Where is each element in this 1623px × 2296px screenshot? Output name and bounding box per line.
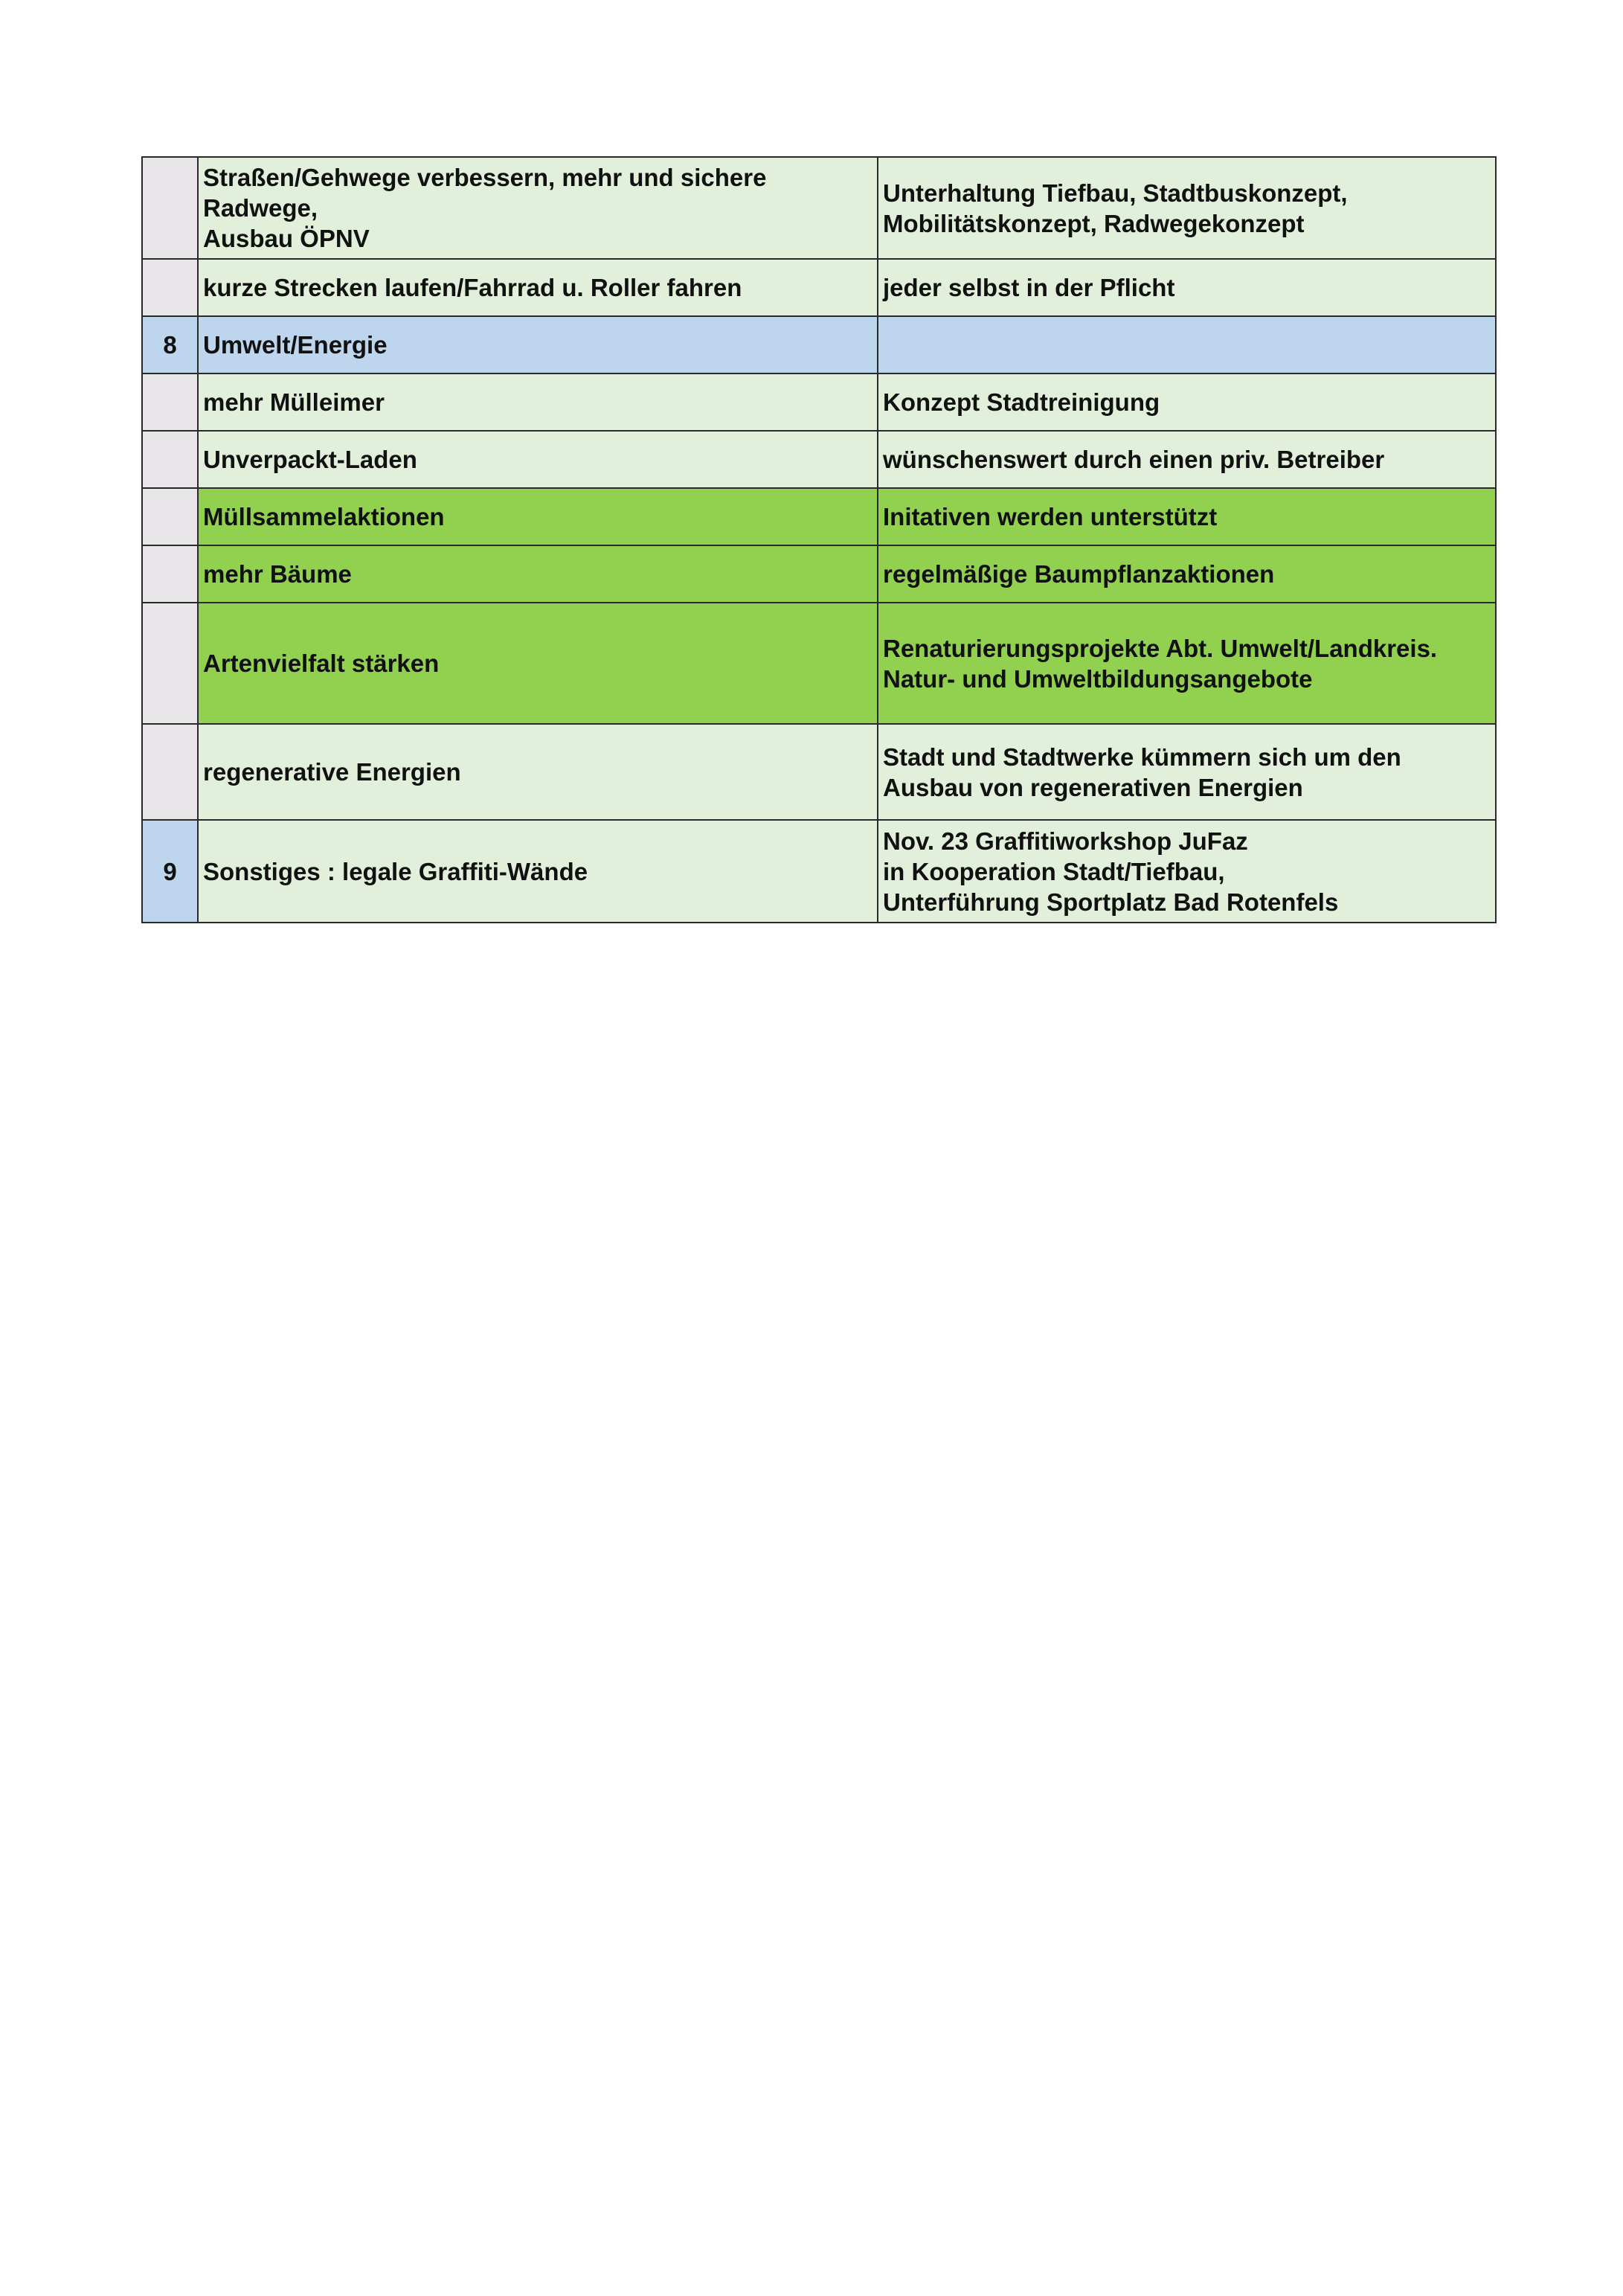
table-row — [142, 724, 1496, 820]
topic-cell: kurze Strecken laufen/Fahrrad u. Roller fahren — [198, 259, 878, 316]
row-number-cell — [142, 431, 198, 488]
response-cell: regelmäßige Baumpflanzaktionen — [878, 545, 1496, 603]
row-number-cell — [142, 157, 198, 259]
table-row — [142, 545, 1496, 603]
response-cell: Stadt und Stadtwerke kümmern sich um den Ausbau von regenerativen Energien — [878, 724, 1496, 820]
topic-cell: Straßen/Gehwege verbessern, mehr und sichere Radwege, Ausbau ÖPNV — [198, 157, 878, 259]
row-number-cell — [142, 373, 198, 431]
section-title-cell: Umwelt/Energie — [198, 316, 878, 373]
section-response-cell — [878, 316, 1496, 373]
table-row — [142, 488, 1496, 545]
response-cell: jeder selbst in der Pflicht — [878, 259, 1496, 316]
response-cell: Konzept Stadtreinigung — [878, 373, 1496, 431]
topic-cell: regenerative Energien — [198, 724, 878, 820]
response-cell: Nov. 23 Graffitiworkshop JuFaz in Kooperation Stadt/Tiefbau, Unterführung Sportplatz Bad Rotenfels — [878, 820, 1496, 923]
topic-cell: mehr Mülleimer — [198, 373, 878, 431]
table-row — [142, 603, 1496, 724]
row-number-cell — [142, 724, 198, 820]
row-number-cell — [142, 259, 198, 316]
response-cell: wünschenswert durch einen priv. Betreiber — [878, 431, 1496, 488]
section-number-cell: 8 — [142, 316, 198, 373]
table-row — [142, 373, 1496, 431]
row-number-cell — [142, 488, 198, 545]
topic-cell: Artenvielfalt stärken — [198, 603, 878, 724]
table-row — [142, 157, 1496, 259]
table-row — [142, 431, 1496, 488]
topic-cell: mehr Bäume — [198, 545, 878, 603]
section-number-cell: 9 — [142, 820, 198, 923]
measures-table — [141, 156, 1497, 923]
row-number-cell — [142, 603, 198, 724]
response-cell: Renaturierungsprojekte Abt. Umwelt/Landkreis. Natur- und Umweltbildungsangebote — [878, 603, 1496, 724]
table-row — [142, 259, 1496, 316]
topic-cell: Unverpackt-Laden — [198, 431, 878, 488]
section-heading-row — [142, 316, 1496, 373]
response-cell: Unterhaltung Tiefbau, Stadtbuskonzept, Mobilitätskonzept, Radwegekonzept — [878, 157, 1496, 259]
table-row — [142, 820, 1496, 923]
topic-cell: Müllsammelaktionen — [198, 488, 878, 545]
measures-table-body — [142, 157, 1496, 923]
topic-cell: Sonstiges : legale Graffiti-Wände — [198, 820, 878, 923]
response-cell: Initativen werden unterstützt — [878, 488, 1496, 545]
row-number-cell — [142, 545, 198, 603]
